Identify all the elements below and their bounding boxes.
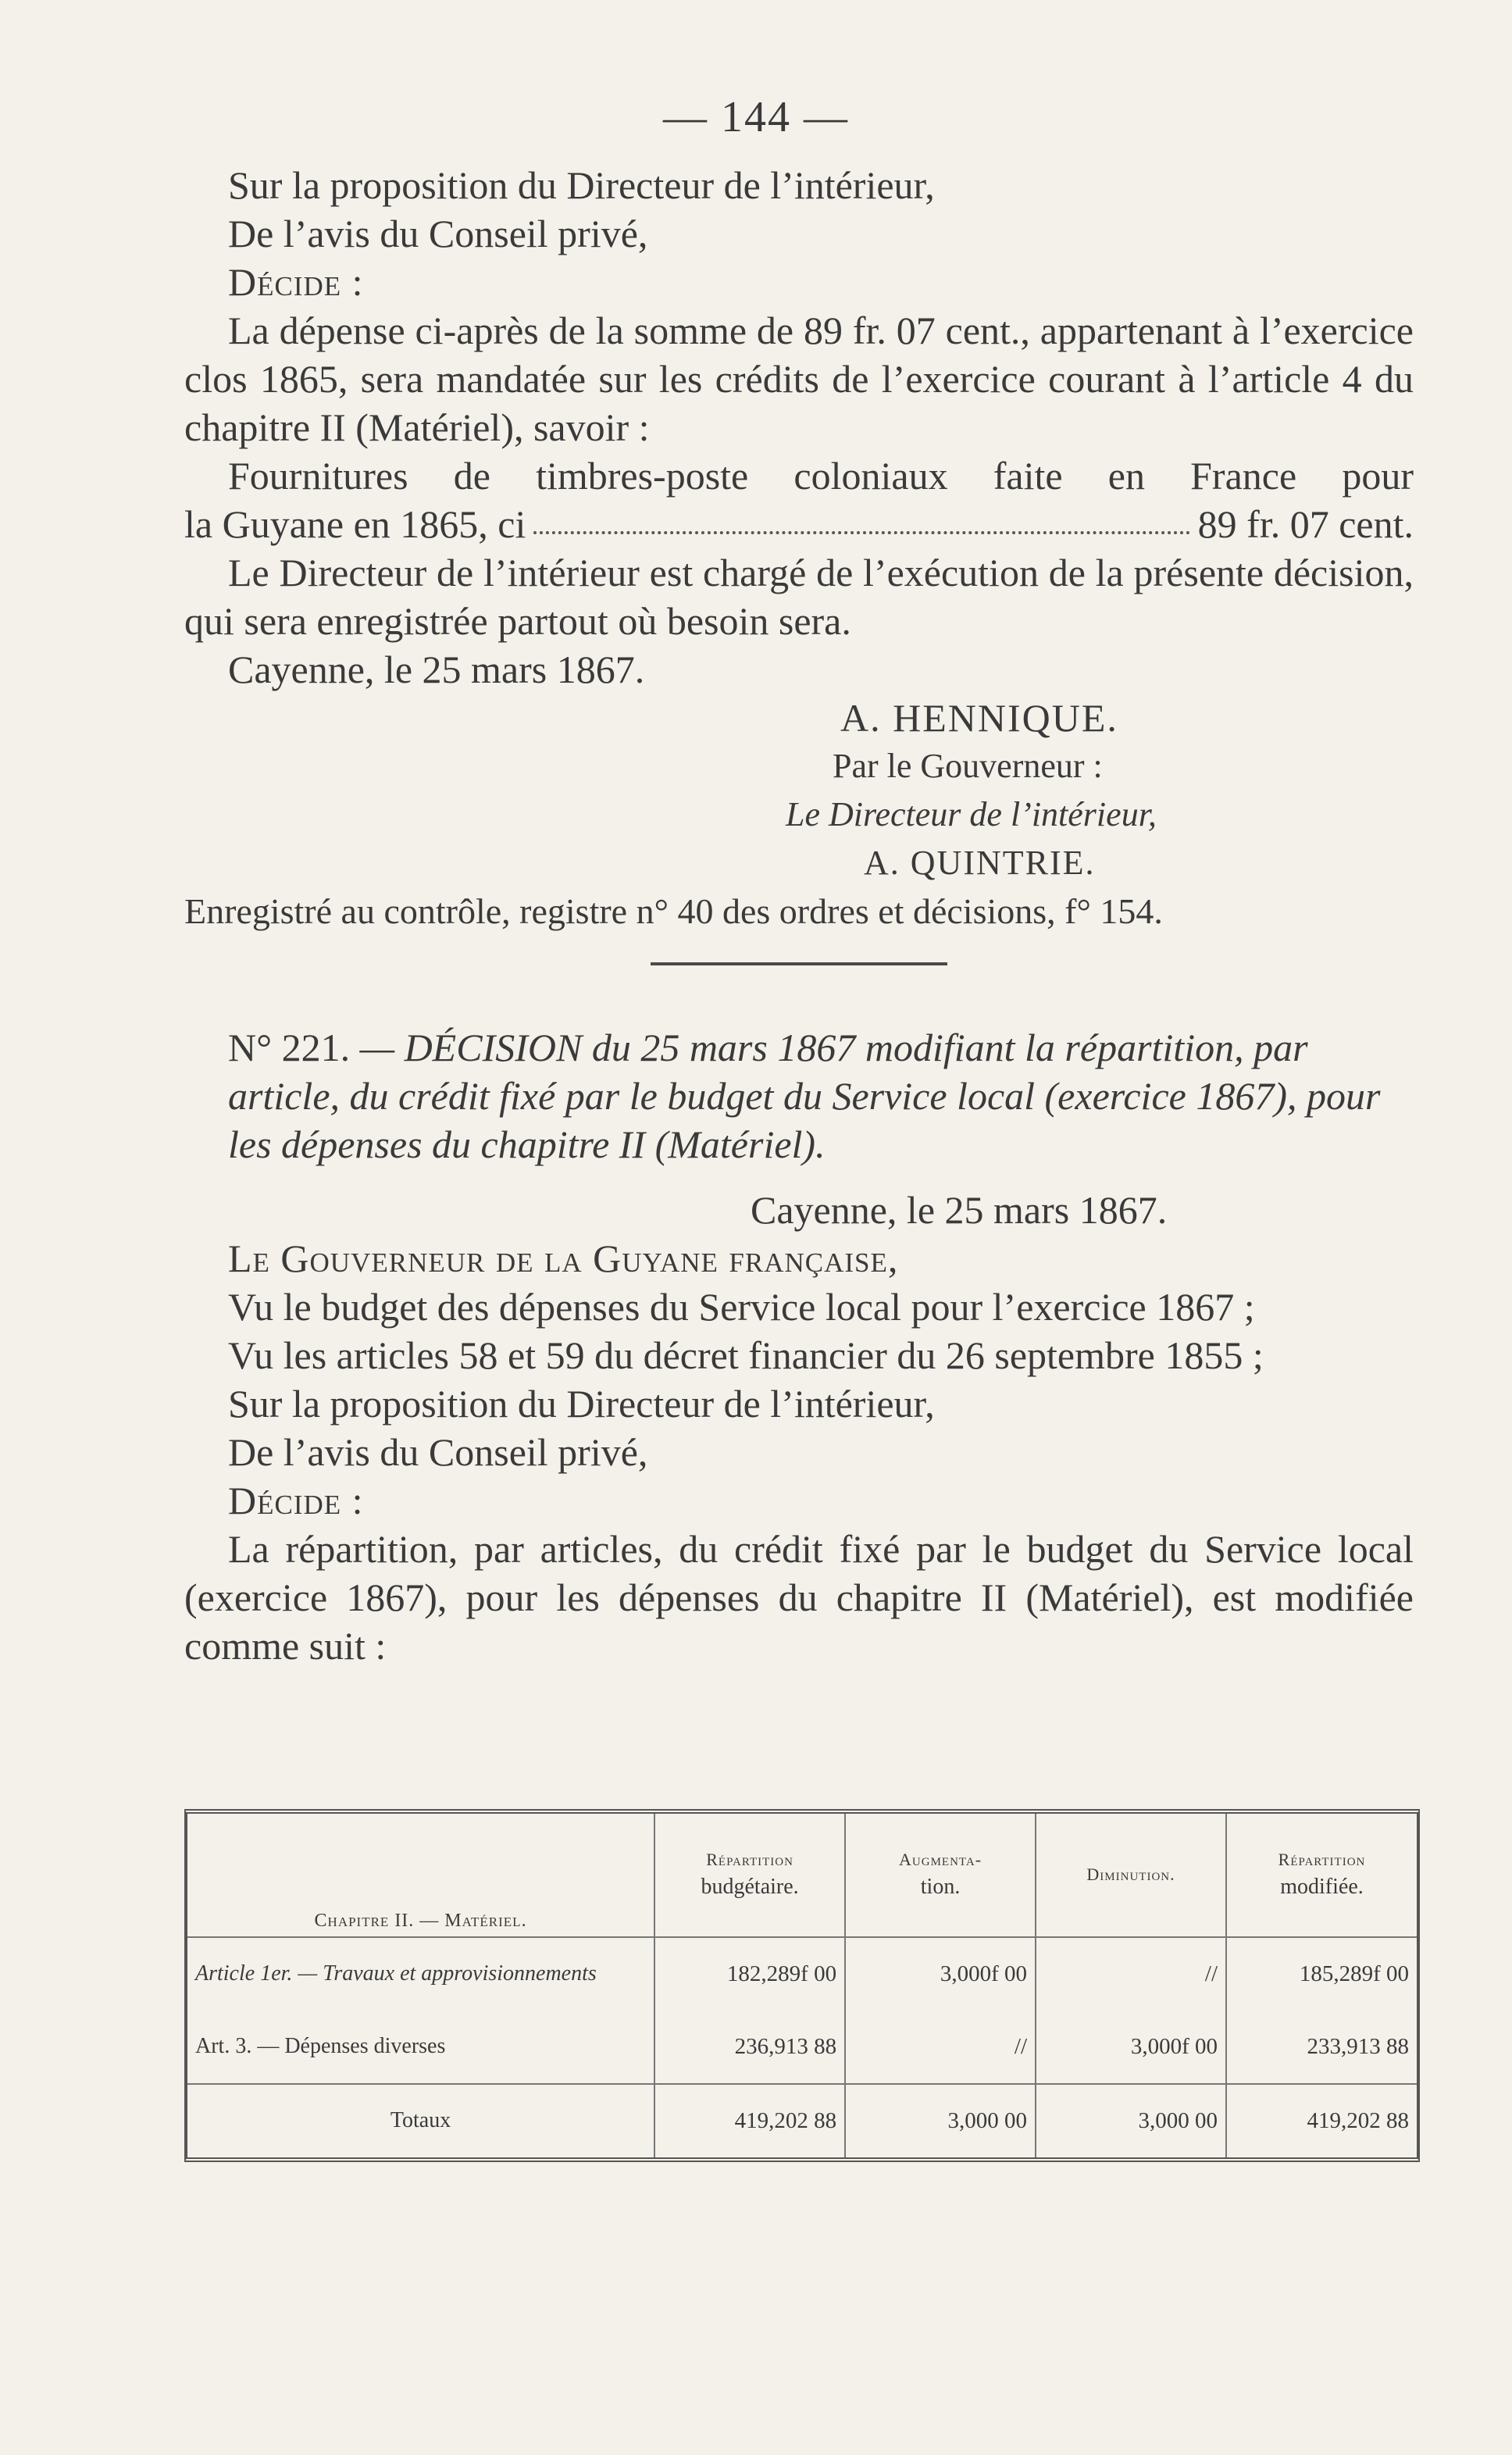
total-label: Totaux xyxy=(187,2084,654,2157)
header-modified-sub: modifiée. xyxy=(1280,1875,1364,1900)
row-label: Art. 3. — Dépenses diverses xyxy=(195,2034,446,2059)
amount-line xyxy=(184,500,1414,548)
place-date: Cayenne, le 25 mars 1867. xyxy=(228,648,645,691)
table xyxy=(187,1814,1417,2157)
text-line: De l’avis du Conseil privé, xyxy=(228,1430,648,1474)
total-modified: 419,202 88 xyxy=(1226,2084,1417,2157)
header-repartition-sub: budgétaire. xyxy=(701,1875,799,1900)
table-row xyxy=(187,2011,1417,2084)
header-repartition xyxy=(654,1814,845,1937)
paragraph: Vu le budget des dépenses du Service local pour l’exercice 1867 ; xyxy=(228,1285,1255,1329)
header-chapter: Chapitre II. — Matériel. xyxy=(187,1814,654,1937)
paragraph: La dépense ci-après de la somme de 89 fr. 07 cent., appartenant à l’exercice clos 1865, sera mandatée sur les crédits de l’exercice courant à l’article 4 du chapitre II (Matériel), savoir : xyxy=(184,309,1414,449)
paragraph: Vu les articles 58 et 59 du décret financier du 26 septembre 1855 ; xyxy=(228,1333,1264,1377)
decision-number: N° 221. xyxy=(228,1026,351,1069)
text-line: Sur la proposition du Directeur de l’intérieur, xyxy=(228,1382,935,1426)
page-number: — 144 — xyxy=(663,93,849,141)
header-augmentation xyxy=(845,1814,1036,1937)
decision-title: — DÉCISION du 25 mars 1867 modifiant la répartition, par article, du crédit fixé par le budget du Service local (exercice 1867), pour les dépenses du chapitre II (Matériel). xyxy=(228,1026,1381,1166)
total-diminution: 3,000 00 xyxy=(1036,2084,1226,2157)
registration-note: Enregistré au contrôle, registre n° 40 des ordres et décisions, f° 154. xyxy=(184,891,1163,931)
cell-repartition: 182,289f 00 xyxy=(654,1937,845,2011)
header-diminution: Diminution. xyxy=(1036,1814,1226,1937)
text-line: Fournitures de timbres-poste coloniaux faite en France pour xyxy=(228,454,1414,498)
cell-augmentation: // xyxy=(845,2011,1036,2084)
decision-part-2 xyxy=(184,1023,1414,1670)
director-title: Le Directeur de l’intérieur, xyxy=(786,795,1157,833)
cell-diminution: 3,000f 00 xyxy=(1036,2011,1226,2084)
place-date: Cayenne, le 25 mars 1867. xyxy=(751,1188,1168,1232)
header-repartition-label: Répartition xyxy=(706,1850,793,1870)
header-modified-label: Répartition xyxy=(1278,1850,1366,1870)
decide-heading: Décide : xyxy=(228,260,364,304)
governor-line: Le Gouverneur de la Guyane française, xyxy=(228,1236,899,1280)
text-line: Sur la proposition du Directeur de l’intérieur, xyxy=(228,163,935,207)
by-governor: Par le Gouverneur : xyxy=(833,747,1103,785)
cell-augmentation: 3,000f 00 xyxy=(845,1937,1036,2011)
text-line: De l’avis du Conseil privé, xyxy=(228,212,648,255)
amount-value: 89 fr. 07 cent. xyxy=(1197,502,1414,546)
decide-heading: Décide : xyxy=(228,1479,364,1522)
cell-modified: 233,913 88 xyxy=(1226,2011,1417,2084)
table-header-row xyxy=(187,1814,1417,1937)
cell-diminution: // xyxy=(1036,1937,1226,2011)
table-row xyxy=(187,1937,1417,2011)
dot-leader xyxy=(533,500,1189,534)
row-label: Article 1er. — Travaux et approvisionnements xyxy=(195,1961,597,1986)
table-total-row xyxy=(187,2084,1417,2157)
header-augmentation-label: Augmenta- xyxy=(899,1850,982,1870)
section-divider xyxy=(651,962,947,965)
signature-name: A. HENNIQUE. xyxy=(840,696,1118,740)
total-repartition: 419,202 88 xyxy=(654,2084,845,2157)
amount-label: la Guyane en 1865, ci xyxy=(184,502,526,546)
cell-repartition: 236,913 88 xyxy=(654,2011,845,2084)
header-modified xyxy=(1226,1814,1417,1937)
header-augmentation-sub: tion. xyxy=(920,1875,961,1900)
paragraph: Le Directeur de l’intérieur est chargé de l’exécution de la présente décision, qui sera enregistrée partout où besoin sera. xyxy=(184,551,1414,643)
paragraph: La répartition, par articles, du crédit fixé par le budget du Service local (exercice 1867), pour les dépenses du chapitre II (Matériel), est modifiée comme suit : xyxy=(184,1527,1414,1668)
signature-name-2: A. QUINTRIE. xyxy=(864,844,1096,882)
total-augmentation: 3,000 00 xyxy=(845,2084,1036,2157)
decision-part-1 xyxy=(184,161,1414,997)
cell-modified: 185,289f 00 xyxy=(1226,1937,1417,2011)
credit-table xyxy=(184,1809,1420,2162)
decision-heading xyxy=(184,1023,1414,1169)
